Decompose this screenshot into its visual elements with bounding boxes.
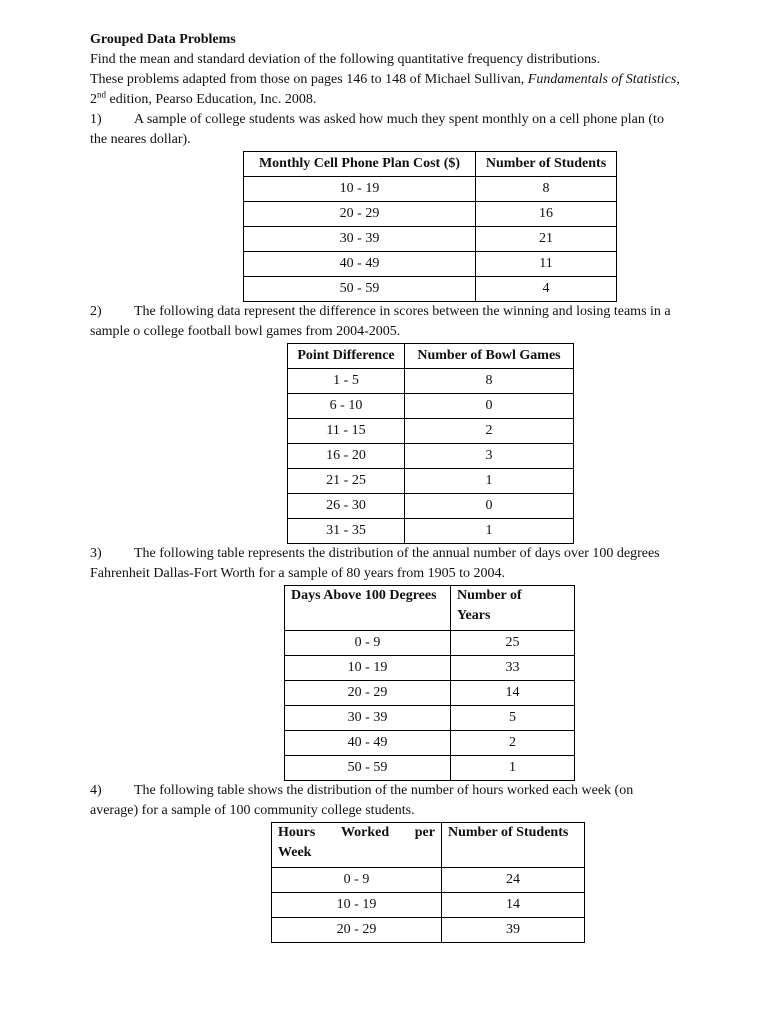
header-word: Hours	[278, 825, 316, 840]
table-cell: 21 - 25	[288, 469, 405, 494]
table-cell: 1	[405, 519, 574, 544]
table-cell: 4	[476, 277, 617, 302]
table-cell: 24	[442, 868, 585, 893]
table-row	[288, 444, 574, 469]
intro-line-2b: , 2	[90, 72, 680, 107]
table-row	[244, 252, 617, 277]
edition-superscript: nd	[97, 89, 106, 100]
table-cell: 26 - 30	[288, 494, 405, 519]
table-row	[244, 202, 617, 227]
header-word: per	[414, 825, 435, 840]
column-header: Monthly Cell Phone Plan Cost ($)	[244, 152, 476, 177]
problem-statement: A sample of college students was asked how much they spent monthly on a cell phone plan (to the neares dollar).	[90, 112, 664, 147]
table-cell: 10 - 19	[244, 177, 476, 202]
table-header-row	[288, 344, 574, 369]
table-cell: 16 - 20	[288, 444, 405, 469]
table-cell: 0 - 9	[285, 631, 451, 656]
table-row	[272, 868, 585, 893]
table-row	[288, 519, 574, 544]
table-cell: 0	[405, 494, 574, 519]
table-cell: 30 - 39	[285, 706, 451, 731]
table-cell: 40 - 49	[244, 252, 476, 277]
table-cell: 8	[476, 177, 617, 202]
table-cell: 8	[405, 369, 574, 394]
problem-2-text	[90, 302, 680, 342]
problem-statement: The following data represent the difference in scores between the winning and losing teams in a sample o college football bowl games from 2004-2005.	[90, 304, 671, 339]
intro-line-2a: These problems adapted from those on pages 146 to 148 of Michael Sullivan,	[90, 72, 528, 87]
table-row	[272, 918, 585, 943]
table-cell: 16	[476, 202, 617, 227]
table-cell: 25	[451, 631, 575, 656]
column-header: Number of Students	[476, 152, 617, 177]
column-header: Number of Students	[442, 823, 585, 868]
table-cell: 33	[451, 656, 575, 681]
problem-3-table	[284, 585, 575, 781]
table-cell: 10 - 19	[285, 656, 451, 681]
table-cell: 1 - 5	[288, 369, 405, 394]
problem-number: 3)	[90, 546, 102, 561]
problem-statement: The following table represents the distribution of the annual number of days over 100 degrees Fahrenheit Dallas-Fort Worth for a sample of 80 years from 1905 to 2004.	[90, 546, 660, 581]
problem-number: 1)	[90, 112, 102, 127]
table-cell: 2	[405, 419, 574, 444]
problem-2-table	[287, 343, 574, 544]
table-row	[285, 656, 575, 681]
problem-3-text	[90, 544, 680, 584]
table-row	[244, 277, 617, 302]
column-header-line	[278, 823, 435, 843]
table-cell: 20 - 29	[272, 918, 442, 943]
table-header-row	[244, 152, 617, 177]
table-cell: 5	[451, 706, 575, 731]
column-header	[451, 586, 575, 631]
table-header-row	[272, 823, 585, 868]
column-header: Number of Bowl Games	[405, 344, 574, 369]
table-cell: 1	[451, 756, 575, 781]
table-cell: 50 - 59	[285, 756, 451, 781]
table-cell: 31 - 35	[288, 519, 405, 544]
table-cell: 20 - 29	[285, 681, 451, 706]
table-cell: 3	[405, 444, 574, 469]
table-cell: 0	[405, 394, 574, 419]
problem-1-text	[90, 110, 680, 150]
table-cell: 6 - 10	[288, 394, 405, 419]
table-cell: 14	[442, 893, 585, 918]
problem-number: 2)	[90, 304, 102, 319]
intro-line-2c: edition, Pearso Education, Inc. 2008.	[106, 92, 317, 107]
column-header-line: Number of	[457, 588, 522, 603]
table-row	[288, 394, 574, 419]
column-header	[272, 823, 442, 868]
table-cell: 21	[476, 227, 617, 252]
table-cell: 0 - 9	[272, 868, 442, 893]
table-cell: 14	[451, 681, 575, 706]
table-row	[288, 494, 574, 519]
book-title: Fundamentals of Statistics	[527, 72, 677, 87]
table-cell: 50 - 59	[244, 277, 476, 302]
header-word: Worked	[340, 825, 390, 840]
column-header: Point Difference	[288, 344, 405, 369]
table-cell: 30 - 39	[244, 227, 476, 252]
table-cell: 10 - 19	[272, 893, 442, 918]
table-row	[285, 631, 575, 656]
table-row	[244, 227, 617, 252]
table-cell: 40 - 49	[285, 731, 451, 756]
table-row	[288, 419, 574, 444]
problem-4-text	[90, 781, 680, 821]
table-cell: 2	[451, 731, 575, 756]
intro-line-1: Find the mean and standard deviation of the following quantitative frequency distributions.	[90, 52, 601, 67]
column-header: Days Above 100 Degrees	[285, 586, 451, 631]
problem-statement: The following table shows the distribution of the number of hours worked each week (on average) for a sample of 100 community college students.	[90, 783, 634, 818]
problem-number: 4)	[90, 783, 102, 798]
table-row	[285, 756, 575, 781]
page-title: Grouped Data Problems	[90, 32, 236, 47]
problem-1-table	[243, 151, 617, 302]
column-header-line: Years	[457, 608, 491, 623]
table-cell: 20 - 29	[244, 202, 476, 227]
table-row	[244, 177, 617, 202]
table-row	[285, 731, 575, 756]
column-header-line: Week	[278, 845, 312, 860]
intro-paragraph	[90, 50, 680, 110]
table-cell: 11	[476, 252, 617, 277]
document-page	[90, 30, 680, 943]
table-row	[285, 706, 575, 731]
table-header-row	[285, 586, 575, 631]
table-row	[288, 469, 574, 494]
table-row	[288, 369, 574, 394]
table-cell: 11 - 15	[288, 419, 405, 444]
table-row	[285, 681, 575, 706]
table-row	[272, 893, 585, 918]
problem-4-table	[271, 822, 585, 943]
table-cell: 1	[405, 469, 574, 494]
table-cell: 39	[442, 918, 585, 943]
